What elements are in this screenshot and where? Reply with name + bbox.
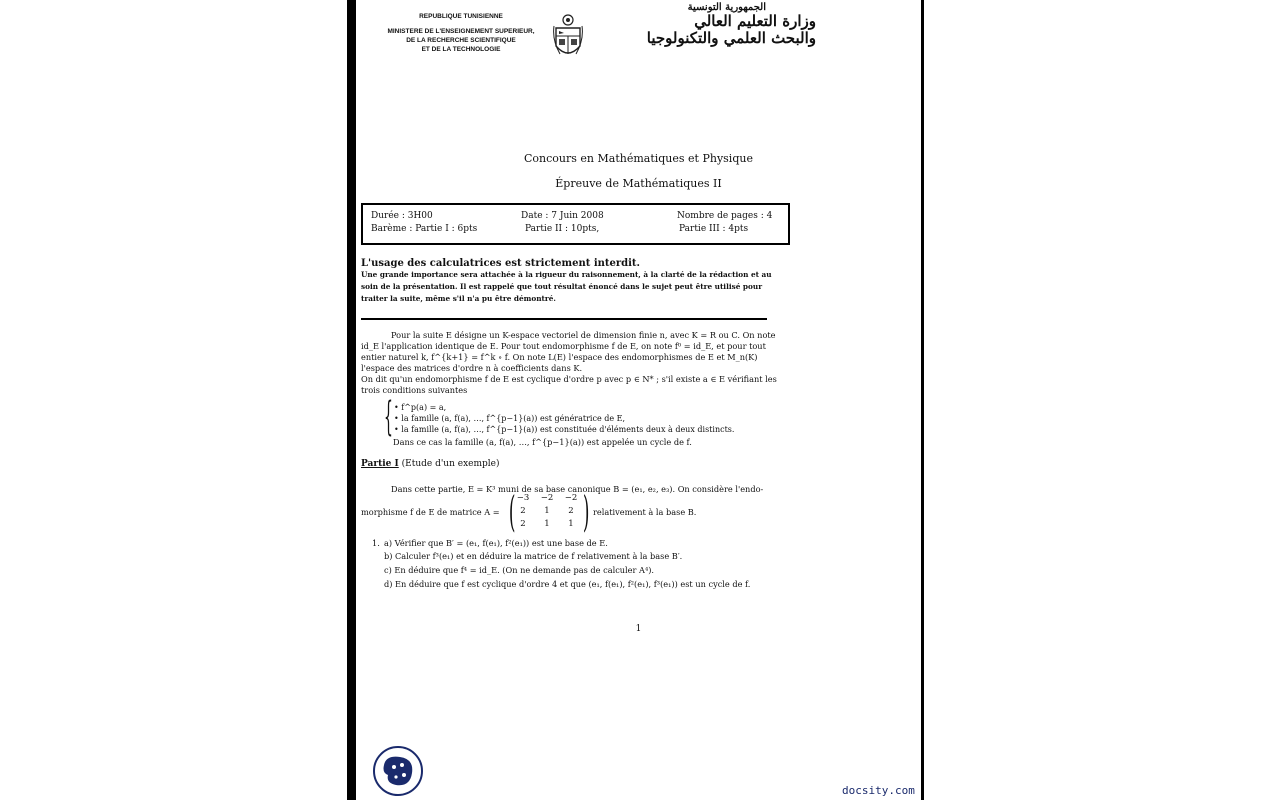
condition-1: • f^p(a) = a, [394,403,447,412]
exam-subtitle: Épreuve de Mathématiques II [555,177,722,190]
intro-paragraph: Pour la suite E désigne un K-espace vectoriel de dimension finie n, avec K = R ou C. On note id_E l'application identique de E. Pour tout endomorphisme f de E, on note f⁰ = id_E, et pour tout entier naturel k, f^{k+1} = f^k ∘ f. On note L(E) l'espace des endomorphismes de E et M_n(K) l'espace des matrices d'ordre n à coefficients dans K. [361,330,776,373]
question-1d: d) En déduire que f est cyclique d'ordre 4 et que (e₁, f(e₁), f²(e₁), f³(e₁)) est un cycle de f. [384,579,751,589]
part1-matrix-base: relativement à la base B. [593,507,697,517]
matrix-cell: 1 [544,506,550,516]
cycle-definition: Dans ce cas la famille (a, f(a), …, f^{p−1}(a)) est appelée un cycle de f. [393,437,692,447]
exam-bareme: Barème : Partie I : 6pts [371,224,478,234]
republic-fr: REPUBLIQUE TUNISIENNE [419,13,503,20]
docsity-logo-icon[interactable] [372,745,424,797]
part1-description: (Etude d'un exemple) [401,459,500,469]
exam-duration: Durée : 3H00 [371,211,433,221]
condition-2: • la famille (a, f(a), …, f^{p−1}(a)) est génératrice de E, [394,414,626,423]
matrix-right-paren: ) [582,487,590,536]
exam-pages: Nombre de pages : 4 [677,211,773,221]
republic-ar: الجمهورية التونسية [687,2,766,13]
ministry-fr-line2: DE LA RECHERCHE SCIENTIFIQUE [406,37,516,44]
exam-part2-points: Partie II : 10pts, [525,224,600,234]
part1-heading [361,459,500,469]
exam-date: Date : 7 Juin 2008 [521,211,604,221]
matrix-left-paren: ( [508,487,516,536]
exam-title: Concours en Mathématiques et Physique [524,152,753,165]
question-1c: c) En déduire que f⁴ = id_E. (On ne demande pas de calculer A⁴). [384,565,655,575]
matrix-cell: 1 [544,519,550,529]
ministry-fr-line1: MINISTERE DE L'ENSEIGNEMENT SUPERIEUR, [387,28,535,35]
matrix-cell: −2 [540,493,554,503]
document-page [347,0,924,800]
header-arabic [636,2,816,47]
divider [361,318,767,320]
docsity-watermark[interactable]: docsity.com [842,784,915,797]
matrix-cell: −2 [564,493,578,503]
condition-3: • la famille (a, f(a), …, f^{p−1}(a)) est constituée d'éléments deux à deux distincts. [394,425,735,434]
question-number: 1. [372,538,380,548]
matrix-cell: 1 [568,519,574,529]
part1-text: Dans cette partie, E = K³ muni de sa base canonique B = (e₁, e₂, e₃). On considère l'endo- [391,484,764,494]
condition-list [394,402,734,435]
page-number: 1 [635,624,642,634]
matrix-cell: −3 [516,493,530,503]
ministry-fr-line3: ET DE LA TECHNOLOGIE [421,46,501,53]
exam-info-box [361,203,790,245]
exam-part3-points: Partie III : 4pts [679,224,749,234]
matrix-cell: 2 [568,506,574,516]
cyclic-definition: On dit qu'un endomorphisme f de E est cyclique d'ordre p avec p ∈ N* ; s'il existe a ∈ E vérifiant les trois conditions suivantes [361,374,777,395]
part1-label: Partie I [361,459,399,469]
question-1b: b) Calculer f³(e₁) et en déduire la matrice de f relativement à la base B′. [384,551,683,561]
tunisia-coat-of-arms-icon [552,14,584,62]
system-brace: { [384,394,393,440]
calculator-warning: L'usage des calculatrices est strictement interdit. [361,258,641,269]
ministry-ar-line2: والبحث العلمي والتكنولوجيا [646,29,816,47]
instructions-text: Une grande importance sera attachée à la rigueur du raisonnement, à la clarté de la rédaction et au soin de la présentation. Il est rappelé que tout résultat énoncé dans le sujet peut être utilisé pour traiter la suite, même s'il n'a pu être démontré. [361,270,772,303]
part1-matrix-intro: morphisme f de E de matrice A = [361,507,500,517]
ministry-ar-line1: وزارة التعليم العالي [694,12,816,30]
matrix-cell: 2 [520,519,526,529]
matrix-A [506,487,590,536]
question-1a: a) Vérifier que B′ = (e₁, f(e₁), f²(e₁)) est une base de E. [384,538,608,548]
matrix-cell: 2 [520,506,526,516]
header-french [376,12,546,54]
